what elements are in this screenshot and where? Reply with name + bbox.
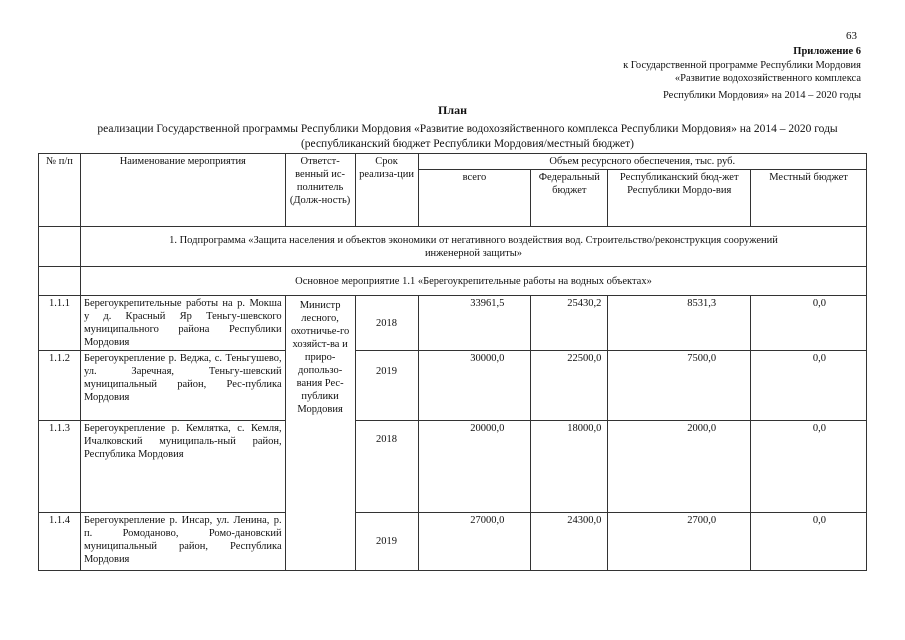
row-federal: 25430,2 bbox=[531, 296, 608, 351]
row-local: 0,0 bbox=[751, 351, 867, 421]
row-federal: 22500,0 bbox=[531, 351, 608, 421]
header-volume: Объем ресурсного обеспечения, тыс. руб. bbox=[418, 154, 866, 170]
row-republic: 2000,0 bbox=[608, 421, 751, 513]
header-local: Местный бюджет bbox=[751, 170, 867, 227]
row-term: 2018 bbox=[355, 421, 418, 513]
row-num: 1.1.2 bbox=[39, 351, 81, 421]
row-name: Берегоукрепление р. Веджа, с. Теньгушево, ул. Заречная, Теньгу-шевский муниципальный район, Рес-публика Мордовия bbox=[80, 351, 285, 421]
row-num: 1.1.3 bbox=[39, 421, 81, 513]
header-responsible: Ответст-венный ис-полнитель (Долж-ность) bbox=[285, 154, 355, 227]
header-name: Наименование мероприятия bbox=[80, 154, 285, 227]
row-name: Берегоукрепление р. Кемлятка, с. Кемля, Ичалковский муниципаль-ный район, Республика Мордовия bbox=[80, 421, 285, 513]
subprogram-row: 1. Подпрограмма «Защита населения и объектов экономики от негативного воздействия вод. Строительство/реконструкция сооружений инженерной защиты» bbox=[80, 227, 866, 267]
row-republic: 8531,3 bbox=[608, 296, 751, 351]
row-term: 2018 bbox=[355, 296, 418, 351]
table-row bbox=[39, 513, 867, 571]
row-federal: 24300,0 bbox=[531, 513, 608, 571]
row-total: 27000,0 bbox=[418, 513, 531, 571]
subtitle-line2: (республиканский бюджет Республики Мордовия/местный бюджет) bbox=[300, 138, 635, 150]
header-num: № п/п bbox=[39, 154, 81, 227]
header-total: всего bbox=[418, 170, 531, 227]
page-number: 63 bbox=[846, 30, 857, 42]
row-name: Берегоукрепительные работы на р. Мокша у д. Красный Яр Теньгу-шевского муниципального района Республики Мордовия bbox=[80, 296, 285, 351]
appendix-line: Республики Мордовия» на 2014 – 2020 годы bbox=[662, 89, 861, 101]
plan-table bbox=[38, 153, 867, 571]
appendix-line: к Государственной программе Республики Мордовия bbox=[623, 59, 861, 71]
row-num: 1.1.4 bbox=[39, 513, 81, 571]
row-num: 1.1.1 bbox=[39, 296, 81, 351]
appendix-line: «Развитие водохозяйственного комплекса bbox=[674, 73, 861, 84]
table-row bbox=[39, 351, 867, 421]
appendix-title: Приложение 6 bbox=[793, 46, 861, 57]
row-local: 0,0 bbox=[751, 296, 867, 351]
row-total: 30000,0 bbox=[418, 351, 531, 421]
row-term: 2019 bbox=[355, 351, 418, 421]
row-federal: 18000,0 bbox=[531, 421, 608, 513]
document-title: План bbox=[438, 103, 467, 117]
row-republic: 7500,0 bbox=[608, 351, 751, 421]
responsible-cell: Министр лесного, охотничье-го хозяйст-ва и приро-допользо-вания Рес-публики Мордовия bbox=[285, 296, 355, 571]
row-total: 33961,5 bbox=[418, 296, 531, 351]
subtitle-line1: реализации Государственной программы Республики Мордовия «Развитие водохозяйственного комплекса Республики Мордовия» на 2014 – 2020 годы bbox=[97, 123, 838, 135]
row-local: 0,0 bbox=[751, 513, 867, 571]
row-local: 0,0 bbox=[751, 421, 867, 513]
row-term: 2019 bbox=[355, 513, 418, 571]
subprogram-num bbox=[39, 227, 81, 267]
row-total: 20000,0 bbox=[418, 421, 531, 513]
table-row bbox=[39, 296, 867, 351]
header-term: Срок реализа-ции bbox=[355, 154, 418, 227]
header-republic: Республиканский бюд-жет Республики Мордо-вия bbox=[608, 170, 751, 227]
header-federal: Федеральный бюджет bbox=[531, 170, 608, 227]
table-row bbox=[39, 421, 867, 513]
main-activity-row: Основное мероприятие 1.1 «Берегоукрепительные работы на водных объектах» bbox=[80, 267, 866, 296]
row-republic: 2700,0 bbox=[608, 513, 751, 571]
main-activity-num bbox=[39, 267, 81, 296]
document-subtitle bbox=[0, 122, 905, 152]
appendix-block bbox=[623, 45, 861, 102]
row-name: Берегоукрепление р. Инсар, ул. Ленина, р. п. Ромоданово, Ромо-дановский муниципальный район, Республика Мордовия bbox=[80, 513, 285, 571]
